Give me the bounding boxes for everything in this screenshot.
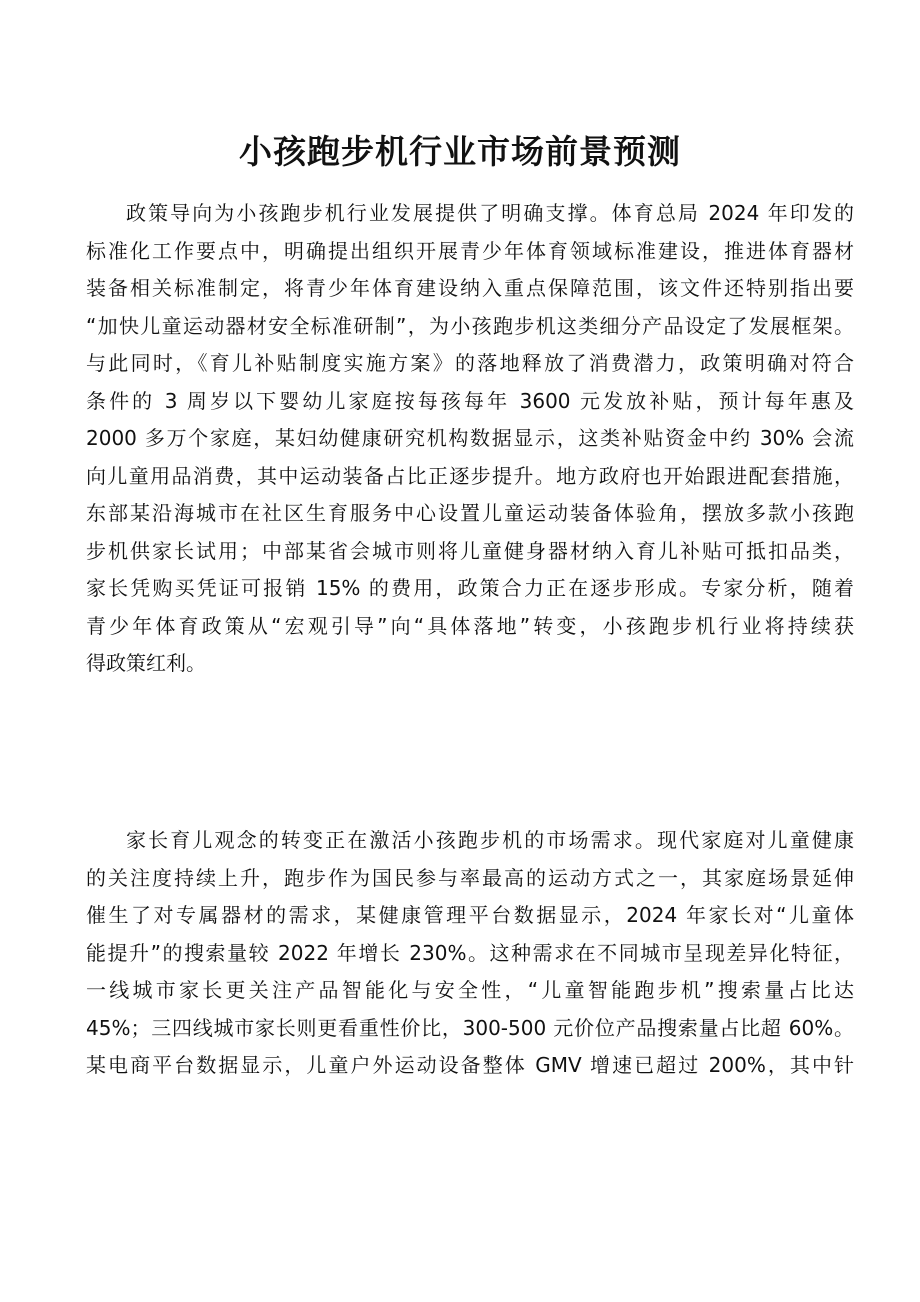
paragraph-line: 一线城市家长更关注产品智能化与安全性，“儿童智能跑步机”搜索量占比达: [86, 978, 854, 1002]
paragraph-line: 能提升”的搜索量较 2022 年增长 230%。这种需求在不同城市呈现差异化特征，: [86, 940, 854, 965]
paragraph-line: 得政策红利。: [86, 651, 206, 675]
paragraph-line: 家长育儿观念的转变正在激活小孩跑步机的市场需求。现代家庭对儿童健康: [126, 828, 854, 852]
paragraph-line: 催生了对专属器材的需求，某健康管理平台数据显示，2024 年家长对“儿童体: [86, 903, 854, 927]
paragraph-line: 政策导向为小孩跑步机行业发展提供了明确支撑。体育总局 2024 年印发的: [126, 201, 854, 225]
document-title: 小孩跑步机行业市场前景预测: [239, 132, 681, 171]
paragraph-line: 步机供家长试用；中部某省会城市则将儿童健身器材纳入育儿补贴可抵扣品类，: [86, 538, 854, 563]
paragraph-line: 与此同时，《育儿补贴制度实施方案》的落地释放了消费潜力，政策明确对符合: [86, 351, 854, 375]
paragraph-line: 家长凭购买凭证可报销 15% 的费用，政策合力正在逐步形成。专家分析，随着: [86, 576, 854, 600]
paragraph-line: 某电商平台数据显示，儿童户外运动设备整体 GMV 增速已超过 200%，其中针: [86, 1053, 854, 1077]
paragraph-policy: [86, 195, 854, 683]
paragraph-line: 45%；三四线城市家长则更看重性价比，300-500 元价位产品搜索量占比超 60%。: [86, 1015, 854, 1040]
paragraph-demand: [86, 822, 854, 1085]
paragraph-line: 装备相关标准制定，将青少年体育建设纳入重点保障范围，该文件还特别指出要: [86, 276, 854, 300]
paragraph-line: 标准化工作要点中，明确提出组织开展青少年体育领域标准建设，推进体育器材: [86, 238, 854, 263]
paragraph-line: 的关注度持续上升，跑步作为国民参与率最高的运动方式之一，其家庭场景延伸: [86, 865, 854, 890]
paragraph-line: “加快儿童运动器材安全标准研制”，为小孩跑步机这类细分产品设定了发展框架。: [86, 313, 854, 338]
paragraph-line: 青少年体育政策从“宏观引导”向“具体落地”转变，小孩跑步机行业将持续获: [86, 613, 854, 638]
paragraph-line: 东部某沿海城市在社区生育服务中心设置儿童运动装备体验角，摆放多款小孩跑: [86, 501, 854, 525]
paragraph-line: 2000 多万个家庭，某妇幼健康研究机构数据显示，这类补贴资金中约 30% 会流: [86, 426, 854, 450]
paragraph-line: 向儿童用品消费，其中运动装备占比正逐步提升。地方政府也开始跟进配套措施，: [86, 463, 854, 488]
paragraph-line: 条件的 3 周岁以下婴幼儿家庭按每孩每年 3600 元发放补贴，预计每年惠及: [86, 388, 854, 413]
